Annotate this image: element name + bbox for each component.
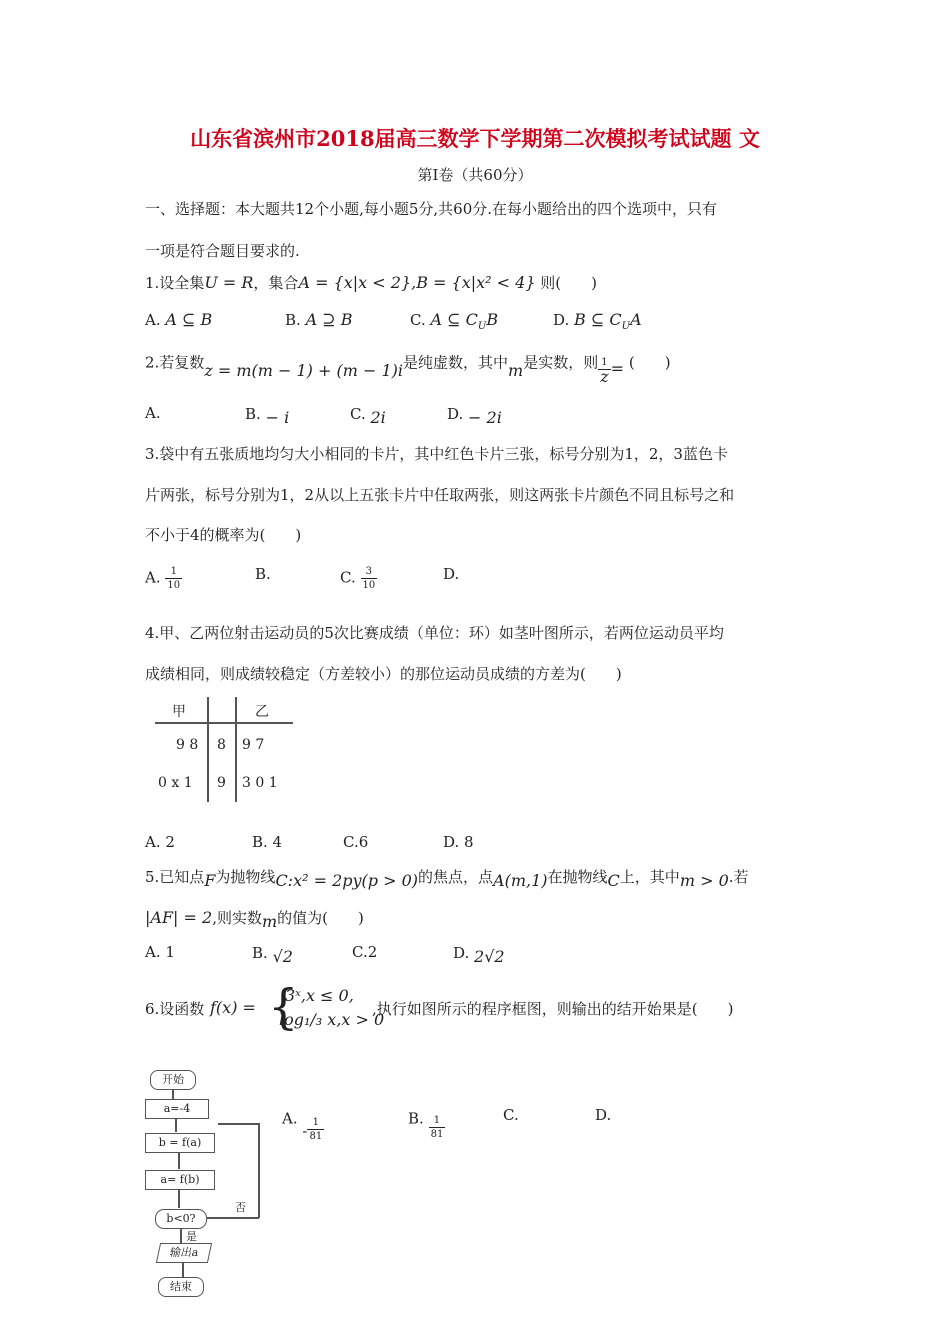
q5-line2: |AF| = 2,则实数m的值为( ): [145, 908, 364, 931]
q5-parabola: C:x² = 2py(p > 0): [275, 871, 419, 890]
stem-row1-right: 9 7: [242, 737, 265, 753]
q6-brace: {: [268, 979, 299, 1035]
flow-step2: a= f(b): [145, 1170, 215, 1190]
stem-left-header: 甲: [172, 704, 186, 720]
stem-row2-left: 0 x 1: [158, 775, 193, 791]
q3-line3: 不小于4的概率为( ): [145, 526, 302, 544]
flow-start: 开始: [150, 1070, 196, 1090]
section-intro-line2: 一项是符合题目要求的.: [145, 242, 300, 260]
q2-option-a[interactable]: A.: [145, 404, 161, 422]
flow-output: 输出a: [156, 1243, 212, 1263]
section-intro-line1: 一、选择题：本大题共12个小题,每小题5分,共60分.在每小题给出的四个选项中，只有: [145, 200, 718, 218]
flow-step1: b = f(a): [145, 1133, 215, 1153]
q3-line1: 3.袋中有五张质地均匀大小相同的卡片，其中红色卡片三张，标号分别为1，2，3蓝色卡: [145, 445, 728, 463]
stem-row2-right: 3 0 1: [242, 775, 278, 791]
q6-fx: f(x) =: [210, 998, 256, 1017]
q5-option-b[interactable]: B. √2: [252, 944, 293, 966]
q1-universal-set: U = R: [204, 273, 254, 292]
q5-option-c[interactable]: C.2: [352, 943, 378, 961]
q6-prefix: 6.设函数: [145, 1000, 205, 1018]
q3-option-a[interactable]: A. $\frac{1}{10}$: [145, 566, 181, 591]
flow-no-label: 否: [235, 1201, 246, 1214]
q1-option-d[interactable]: D. B ⊆ $C_UA$: [553, 310, 642, 332]
stem-row1-stem: 8: [217, 737, 226, 753]
q1-option-b[interactable]: B. A ⊇ B: [285, 310, 353, 329]
stem-right-header: 乙: [255, 704, 269, 720]
q6-option-d[interactable]: D.: [595, 1106, 612, 1124]
q3-option-d[interactable]: D.: [443, 565, 460, 583]
q6-suffix: ,执行如图所示的程序框图，则输出的结开始果是( ): [372, 1000, 734, 1018]
q6-option-b[interactable]: B. $\frac{1}{81}$: [408, 1109, 444, 1140]
q4-option-a[interactable]: A. 2: [145, 833, 175, 851]
q5-option-a[interactable]: A. 1: [145, 943, 175, 961]
q2-option-b[interactable]: B. − i: [245, 405, 290, 427]
section-subtitle: 第Ⅰ卷（共60分）: [417, 166, 533, 184]
q4-line2: 成绩相同，则成绩较稳定（方差较小）的那位运动员成绩的方差为( ): [145, 665, 622, 683]
q4-option-c[interactable]: C.6: [343, 833, 369, 851]
q6-case1: 3ˣ,x ≤ 0,: [285, 986, 354, 1005]
flow-yes-label: 是: [186, 1230, 197, 1243]
q6-option-c[interactable]: C.: [503, 1106, 519, 1124]
stem-row2-stem: 9: [217, 775, 226, 791]
q1-prefix: 1.设全集: [145, 274, 205, 292]
q6-case2: log₁/₃ x,x > 0: [279, 1010, 385, 1029]
q1-sets: A = {x|x < 2},B = {x|x² < 4}: [298, 273, 536, 292]
question-5: 5.已知点F为抛物线C:x² = 2py(p > 0)的焦点，点A(m,1)在抛物线C上，其中m > 0.若: [145, 868, 749, 890]
question-2: 2.若复数z = m(m − 1) + (m − 1)i是纯虚数，其中m是实数，则 $\frac{1}{z}$ = ( ): [145, 353, 671, 386]
stem-header-line: [155, 722, 293, 724]
stem-divider-left: [207, 697, 209, 802]
q1-suffix: 则( ): [535, 274, 597, 292]
stem-row1-left: 9 8: [176, 737, 199, 753]
q4-line1: 4.甲、乙两位射击运动员的5次比赛成绩（单位：环）如茎叶图所示，若两位运动员平均: [145, 624, 724, 642]
q4-option-b[interactable]: B. 4: [252, 833, 283, 851]
q1-option-c[interactable]: C. A ⊆ $C_UB$: [410, 310, 499, 332]
q3-option-b[interactable]: B.: [255, 565, 271, 583]
q2-fraction: $\frac{1}{z}$: [600, 357, 609, 386]
stem-divider-right: [235, 697, 237, 802]
q2-option-d[interactable]: D. − 2i: [447, 405, 502, 427]
page-title: 山东省滨州市2018届高三数学下学期第二次模拟考试试题 文: [190, 126, 760, 151]
flow-condition: b<0?: [155, 1209, 207, 1229]
q1-option-a[interactable]: A. A ⊆ B: [145, 310, 213, 329]
q3-line2: 片两张，标号分别为1，2从以上五张卡片中任取两张，则这两张卡片颜色不同且标号之和: [145, 486, 735, 504]
q1-mid: ，集合: [253, 274, 299, 292]
flow-end: 结束: [158, 1277, 204, 1297]
question-1: [145, 272, 597, 293]
q3-option-c[interactable]: C. $\frac{3}{10}$: [340, 566, 376, 591]
q4-option-d[interactable]: D. 8: [443, 833, 474, 851]
q6-option-a[interactable]: A. - $\frac{1}{81}$: [282, 1109, 323, 1142]
q2-option-c[interactable]: C. 2i: [350, 405, 386, 427]
flowchart: [140, 1065, 270, 1305]
flow-init: a=-4: [145, 1099, 209, 1119]
q5-option-d[interactable]: D. 2√2: [453, 944, 505, 966]
q2-complex-expr: z = m(m − 1) + (m − 1)i: [204, 360, 404, 380]
stem-leaf-plot: [150, 695, 295, 805]
